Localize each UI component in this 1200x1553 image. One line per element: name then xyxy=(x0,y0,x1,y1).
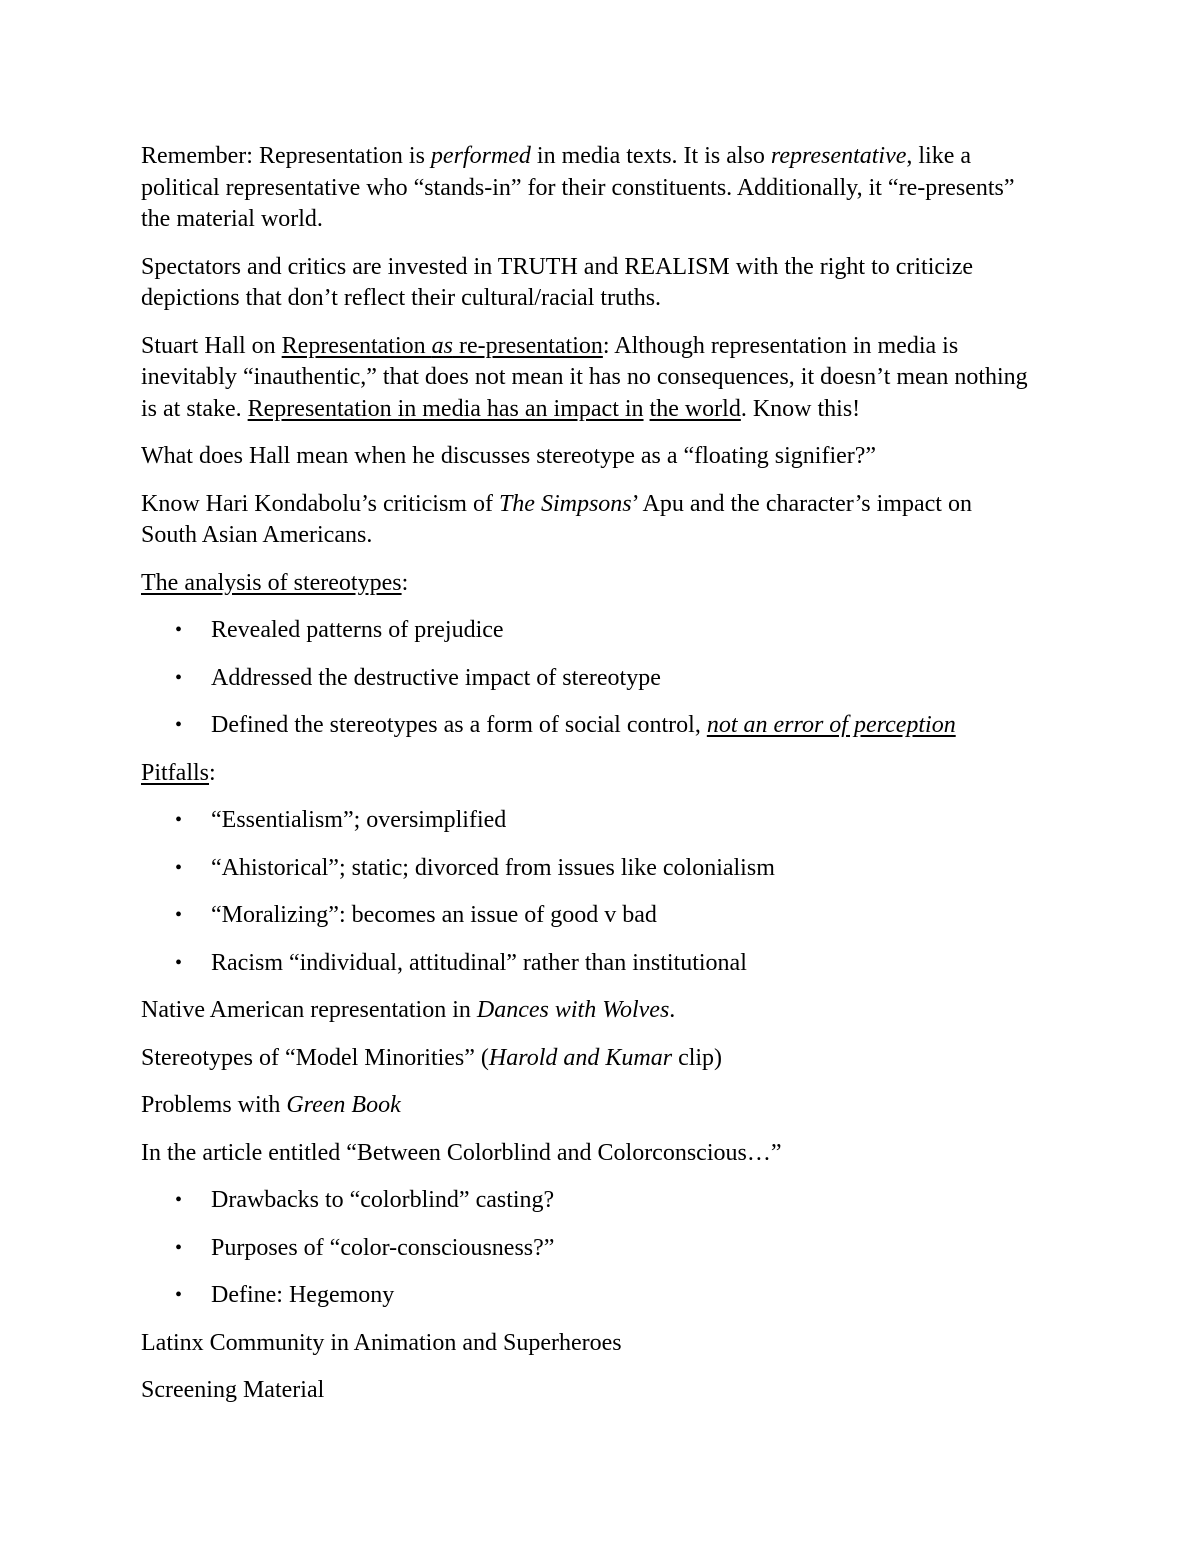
underlined-phrase xyxy=(282,333,603,359)
paragraph-model-minorities xyxy=(141,1043,1031,1075)
document-body xyxy=(141,141,1031,1423)
text-run: Representation xyxy=(281,332,432,359)
paragraph-floating-signifier: What does Hall mean when he discusses stereotype as a “floating signifier?” xyxy=(141,443,877,469)
underlined-text: Pitfalls xyxy=(141,759,210,786)
text-run: : xyxy=(401,569,409,596)
article-questions-list xyxy=(141,1185,1031,1312)
paragraph-spectators: Spectators and critics are invested in TRUTH and REALISM with the right to criticize depictions that don’t reflect their cultural/racial truths. xyxy=(141,253,974,311)
list-item xyxy=(141,1280,1031,1312)
bullet-icon: • xyxy=(175,619,183,641)
list-item-text: Purposes of “color-consciousness?” xyxy=(211,1234,555,1261)
paragraph-representation xyxy=(141,141,1031,236)
bullet-icon: • xyxy=(175,666,183,689)
bullet-icon: • xyxy=(175,856,183,879)
italic-underlined-text: not an error of perception xyxy=(706,712,956,738)
bullet-icon: • xyxy=(175,1236,183,1259)
text-run: Stuart Hall on xyxy=(141,332,282,359)
list-item xyxy=(141,948,1031,980)
list-item-text: “Ahistorical”; static; divorced from issues like colonialism xyxy=(211,854,775,881)
text-run: . Know this! xyxy=(740,395,861,422)
list-item xyxy=(141,1185,1031,1217)
stereotypes-list xyxy=(141,615,1031,742)
text-run: Native American representation in xyxy=(141,997,477,1023)
bullet-icon: • xyxy=(175,1189,183,1211)
heading-analysis-of-stereotypes xyxy=(141,568,1031,600)
italic-text: representative xyxy=(770,143,907,169)
paragraph-dances-with-wolves xyxy=(141,995,1031,1027)
underlined-text: The analysis of stereotypes xyxy=(141,569,402,596)
bullet-icon: • xyxy=(175,951,183,974)
bullet-icon: • xyxy=(175,809,183,831)
text-run: Problems with xyxy=(141,1092,287,1118)
text-run: re-presentation xyxy=(452,332,603,359)
bullet-icon: • xyxy=(175,1284,183,1306)
list-item xyxy=(141,853,1031,885)
italic-text: Harold and Kumar xyxy=(488,1044,673,1071)
paragraph-latinx: Latinx Community in Animation and Superheroes xyxy=(141,1329,622,1356)
text-run: . xyxy=(669,997,676,1023)
paragraph-green-book xyxy=(141,1090,1031,1122)
list-item-text: Racism “individual, attitudinal” rather than institutional xyxy=(211,949,747,976)
text-run: clip) xyxy=(672,1044,723,1071)
list-item xyxy=(141,663,1031,695)
text-run: , like a political representative who “stands-in” for their constituents. Additionally, it “re-presents” the material world. xyxy=(141,143,1015,232)
text-run: : xyxy=(209,759,216,786)
list-item xyxy=(141,710,1031,742)
list-item-text: Define: Hegemony xyxy=(211,1282,395,1308)
text-run: in media texts. It is also xyxy=(530,143,771,169)
text-run: ’ Apu and the character’s impact on South Asian Americans. xyxy=(141,490,972,548)
paragraph-colorblind-article: In the article entitled “Between Colorblind and Colorconscious…” xyxy=(141,1139,782,1166)
text-run: : Although representation in media is inevitably “inauthentic,” that does not mean it has no consequences, it doesn’t mean nothing is at stake. xyxy=(141,332,1028,422)
list-item-text: “Moralizing”: becomes an issue of good v bad xyxy=(211,902,657,928)
list-item xyxy=(141,805,1031,837)
paragraph-kondabolu xyxy=(141,489,1031,552)
italic-text: Green Book xyxy=(286,1092,401,1118)
text-run: Stereotypes of “Model Minorities” ( xyxy=(141,1044,489,1071)
pitfalls-list xyxy=(141,805,1031,979)
list-item-text: Revealed patterns of prejudice xyxy=(211,617,504,643)
list-item xyxy=(141,615,1031,647)
underlined-text: the world xyxy=(649,395,741,422)
italic-text: as xyxy=(431,332,453,359)
italic-text: Dances with Wolves xyxy=(476,997,670,1023)
bullet-icon: • xyxy=(175,904,183,926)
paragraph-stuart-hall xyxy=(141,331,1031,426)
italic-text: performed xyxy=(430,143,531,169)
list-item-text: Drawbacks to “colorblind” casting? xyxy=(211,1187,555,1213)
list-item xyxy=(141,1233,1031,1265)
text-run: Know Hari Kondabolu’s criticism of xyxy=(141,490,499,517)
bullet-icon: • xyxy=(175,714,183,736)
list-item-text: “Essentialism”; oversimplified xyxy=(211,807,507,833)
text-run: Remember: Representation is xyxy=(141,143,431,169)
underlined-text: Representation in media has an impact in xyxy=(247,395,644,422)
heading-pitfalls xyxy=(141,758,1031,790)
italic-text: The Simpsons xyxy=(498,490,632,517)
list-item-text: Addressed the destructive impact of stereotype xyxy=(211,664,661,691)
paragraph-screening-material: Screening Material xyxy=(141,1377,325,1403)
list-item xyxy=(141,900,1031,932)
list-item-text: Defined the stereotypes as a form of social control, xyxy=(211,712,707,738)
